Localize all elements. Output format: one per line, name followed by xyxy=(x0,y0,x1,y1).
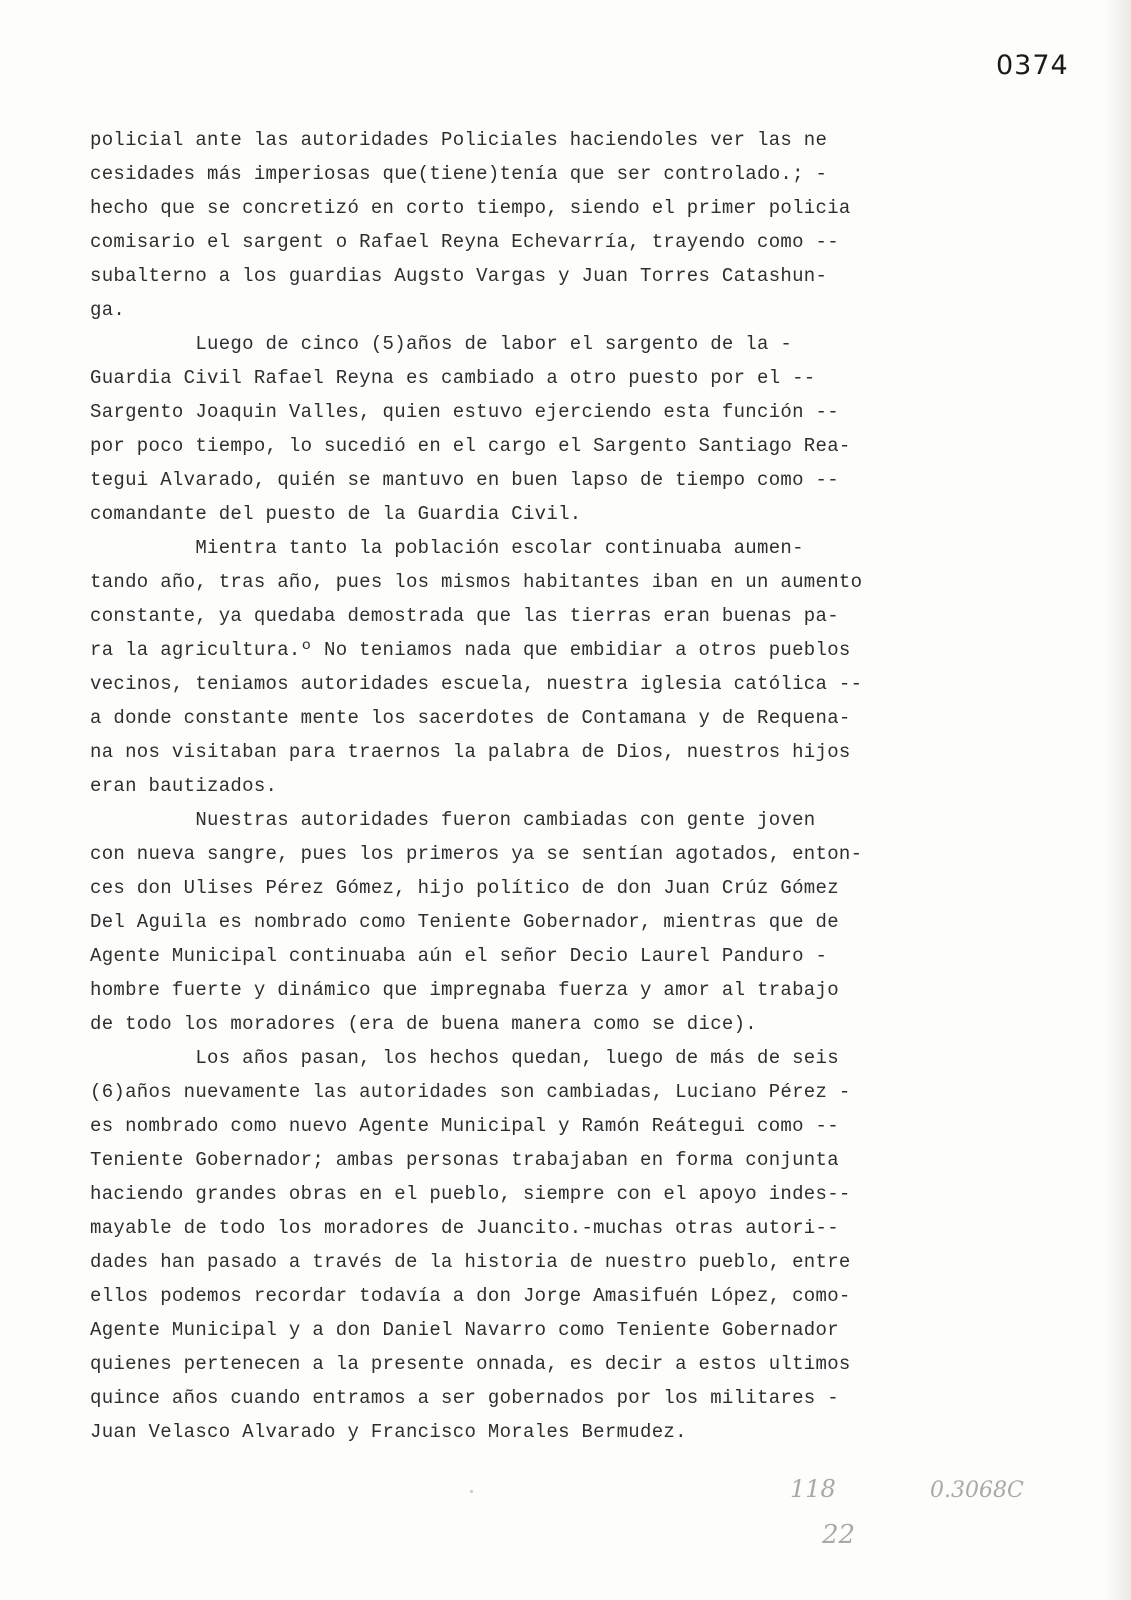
text-line: Sargento Joaquin Valles, quien estuvo ejerciendo esta función -- xyxy=(90,401,839,423)
text-line: ga. xyxy=(90,299,126,321)
pencil-note-118: 118 xyxy=(790,1475,836,1503)
text-line: hecho que se concretizó en corto tiempo, siendo el primer policia xyxy=(90,197,851,219)
text-line: Agente Municipal y a don Daniel Navarro como Teniente Gobernador xyxy=(90,1319,839,1341)
text-line: a donde constante mente los sacerdotes de Contamana y de Requena- xyxy=(90,707,851,729)
text-line: hombre fuerte y dinámico que impregnaba fuerza y amor al trabajo xyxy=(90,979,839,1001)
text-line: Juan Velasco Alvarado y Francisco Morales Bermudez. xyxy=(90,1421,687,1443)
text-line: tegui Alvarado, quién se mantuvo en buen lapso de tiempo como -- xyxy=(90,469,839,491)
text-line: ra la agricultura.º No teniamos nada que embidiar a otros pueblos xyxy=(90,639,851,661)
text-line: Luego de cinco (5)años de labor el sargento de la - xyxy=(90,333,793,355)
text-line: Del Aguila es nombrado como Teniente Gobernador, mientras que de xyxy=(90,911,839,933)
text-line: Nuestras autoridades fueron cambiadas con gente joven xyxy=(90,809,816,831)
text-line: subalterno a los guardias Augsto Vargas y Juan Torres Catashun- xyxy=(90,265,828,287)
text-line: por poco tiempo, lo sucedió en el cargo el Sargento Santiago Rea- xyxy=(90,435,851,457)
text-line: Agente Municipal continuaba aún el señor Decio Laurel Panduro - xyxy=(90,945,828,967)
typed-body-text xyxy=(90,123,990,1449)
text-line: policial ante las autoridades Policiales haciendoles ver las ne xyxy=(90,129,828,151)
text-line: quince años cuando entramos a ser gobernados por los militares - xyxy=(90,1387,839,1409)
text-line: ellos podemos recordar todavía a don Jorge Amasifuén López, como- xyxy=(90,1285,851,1307)
text-line: comandante del puesto de la Guardia Civil. xyxy=(90,503,582,525)
pencil-note-22: 22 xyxy=(822,1520,856,1550)
text-line: es nombrado como nuevo Agente Municipal y Ramón Reátegui como -- xyxy=(90,1115,839,1137)
text-line: Los años pasan, los hechos quedan, luego de más de seis xyxy=(90,1047,839,1069)
text-line: cesidades más imperiosas que(tiene)tenía que ser controlado.; - xyxy=(90,163,828,185)
text-line: eran bautizados. xyxy=(90,775,278,797)
text-line: (6)años nuevamente las autoridades son cambiadas, Luciano Pérez - xyxy=(90,1081,851,1103)
text-line: Mientra tanto la población escolar continuaba aumen- xyxy=(90,537,804,559)
text-line: comisario el sargent o Rafael Reyna Echevarría, trayendo como -- xyxy=(90,231,839,253)
page-edge-shadow xyxy=(1105,0,1131,1600)
text-line: Guardia Civil Rafael Reyna es cambiado a otro puesto por el -- xyxy=(90,367,816,389)
text-line: mayable de todo los moradores de Juancito.-muchas otras autori-- xyxy=(90,1217,839,1239)
paper-speck xyxy=(470,1490,473,1493)
text-line: con nueva sangre, pues los primeros ya se sentían agotados, enton- xyxy=(90,843,863,865)
text-line: Teniente Gobernador; ambas personas trabajaban en forma conjunta xyxy=(90,1149,839,1171)
text-line: vecinos, teniamos autoridades escuela, nuestra iglesia católica -- xyxy=(90,673,863,695)
text-line: quienes pertenecen a la presente onnada, es decir a estos ultimos xyxy=(90,1353,851,1375)
pencil-note-reference: 0.3068C xyxy=(930,1478,1024,1503)
text-line: ces don Ulises Pérez Gómez, hijo político de don Juan Crúz Gómez xyxy=(90,877,839,899)
page-number-stamp: 0374 xyxy=(996,50,1069,81)
text-line: haciendo grandes obras en el pueblo, siempre con el apoyo indes-- xyxy=(90,1183,851,1205)
text-line: dades han pasado a través de la historia de nuestro pueblo, entre xyxy=(90,1251,851,1273)
text-line: na nos visitaban para traernos la palabra de Dios, nuestros hijos xyxy=(90,741,851,763)
text-line: de todo los moradores (era de buena manera como se dice). xyxy=(90,1013,758,1035)
text-line: constante, ya quedaba demostrada que las tierras eran buenas pa- xyxy=(90,605,839,627)
text-line: tando año, tras año, pues los mismos habitantes iban en un aumento xyxy=(90,571,863,593)
